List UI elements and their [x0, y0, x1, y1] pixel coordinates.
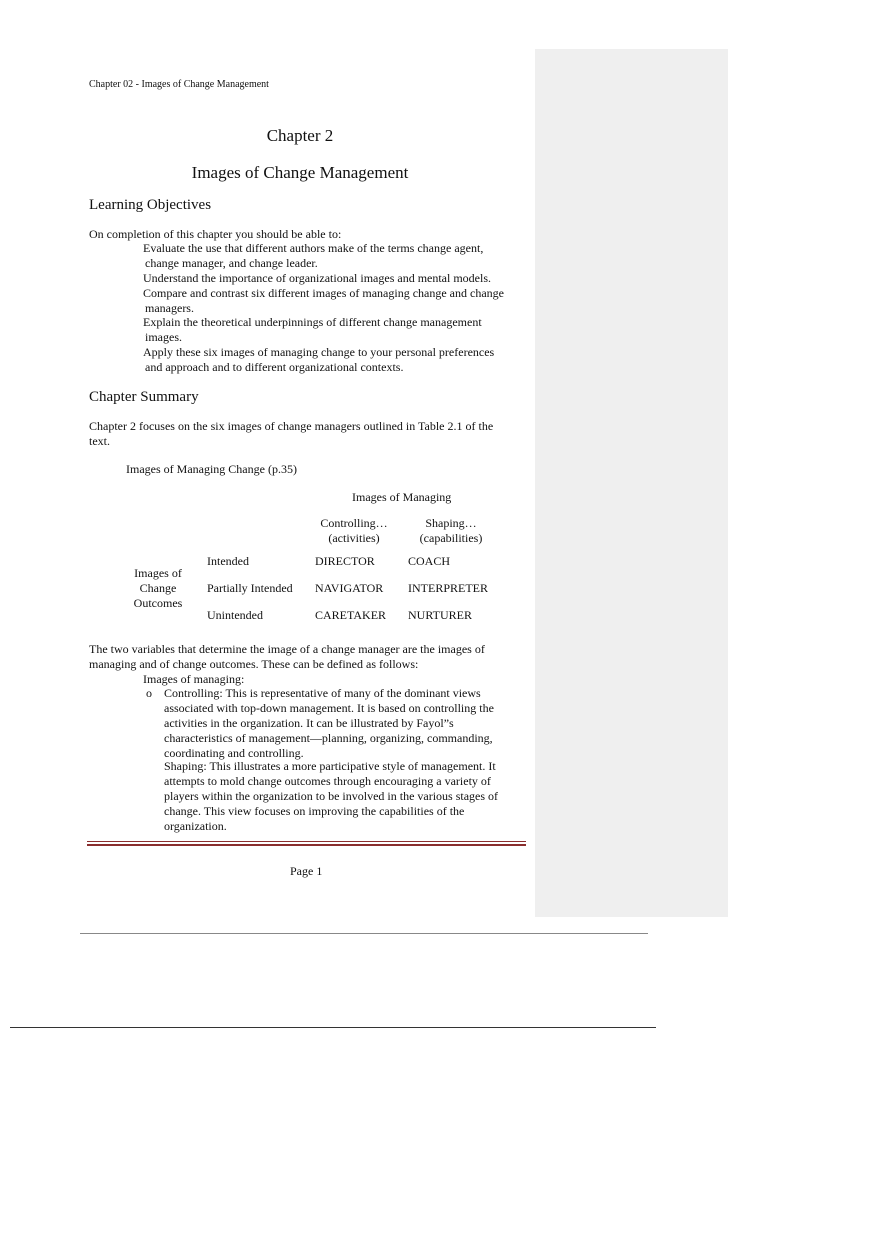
- objective-item: Evaluate the use that different authors make of the terms change agent, change manager, and change leader.: [143, 241, 484, 270]
- learning-objectives-heading: Learning Objectives: [89, 197, 212, 213]
- table-cell: DIRECTOR: [315, 554, 375, 568]
- images-of-managing-item: Images of managing:: [143, 672, 245, 686]
- table-caption: Images of Managing Change (p.35): [126, 462, 297, 476]
- footer-rule: [87, 841, 526, 842]
- variables-paragraph: The two variables that determine the image of a change manager are the images of managing and of change outcomes. These can be defined as follows:: [89, 642, 485, 671]
- objective-item: Apply these six images of managing change to your personal preferences and approach and to different organizational contexts.: [143, 345, 495, 374]
- col-header-controlling: Controlling… (activities): [320, 516, 388, 545]
- table-row-label: Partially Intended: [207, 581, 293, 595]
- page-divider: [10, 1027, 656, 1028]
- table-cell: NURTURER: [408, 608, 472, 622]
- table-row-label: Unintended: [207, 608, 263, 622]
- running-header: Chapter 02 - Images of Change Management: [89, 79, 269, 90]
- sub-bullet-marker: o: [146, 686, 152, 700]
- objectives-intro: On completion of this chapter you should be able to:: [89, 227, 342, 241]
- objective-item: Compare and contrast six different images of managing change and change managers.: [143, 286, 504, 315]
- table-top-header: Images of Managing: [352, 490, 452, 504]
- page-number: Page 1: [290, 864, 323, 878]
- footer-rule: [87, 844, 526, 846]
- shaping-definition: Shaping: This illustrates a more participative style of management. It attempts to mold change outcomes through encouraging a variety of players within the organization to be involved in the various stages of change. This view focuses on improving the capabilities of the organization.: [164, 759, 499, 833]
- chapter-title: Images of Change Management: [191, 163, 409, 182]
- table-cell: INTERPRETER: [408, 581, 488, 595]
- table-cell: COACH: [408, 554, 451, 568]
- chapter-number: Chapter 2: [266, 126, 334, 145]
- page-divider: [80, 933, 648, 934]
- objective-item: Understand the importance of organizational images and mental models.: [143, 271, 492, 285]
- table-cell: CARETAKER: [315, 608, 387, 622]
- summary-paragraph: Chapter 2 focuses on the six images of change managers outlined in Table 2.1 of the text.: [89, 419, 494, 448]
- controlling-definition: o Controlling: This is representative of many of the dominant views associated with top-down management. It is based on controlling the activities in the organization. It can be illustrated by Fayol”s characteristics of management—planning, organizing, commanding, coordinating and controlling.: [146, 686, 494, 760]
- chapter-summary-heading: Chapter Summary: [89, 389, 199, 405]
- table-row-label: Intended: [207, 554, 249, 568]
- col-header-shaping: Shaping… (capabilities): [419, 516, 483, 545]
- objective-item: Explain the theoretical underpinnings of different change management images.: [143, 315, 482, 344]
- row-header-outcomes: Images of Change Outcomes: [133, 566, 183, 610]
- table-cell: NAVIGATOR: [315, 581, 384, 595]
